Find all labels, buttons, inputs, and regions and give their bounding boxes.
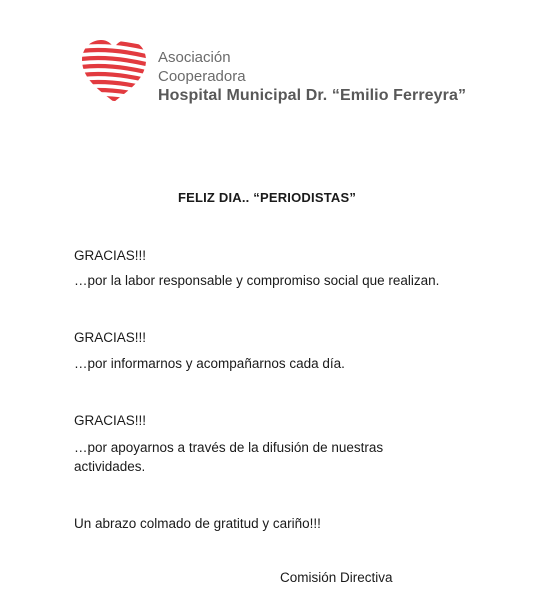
organization-name: [158, 48, 466, 105]
org-line-2: Cooperadora: [158, 68, 246, 85]
org-line-1: Asociación: [158, 49, 231, 66]
signature: Comisión Directiva: [280, 570, 393, 585]
org-line-3: Hospital Municipal Dr. “Emilio Ferreyra”: [158, 87, 467, 104]
thanks-heading-2: GRACIAS!!!: [74, 330, 147, 345]
thanks-text-1: …por la labor responsable y compromiso social que realizan.: [74, 273, 440, 288]
letter-title: FELIZ DIA.. “PERIODISTAS”: [177, 190, 357, 205]
thanks-text-2: …por informarnos y acompañarnos cada día.: [74, 356, 345, 371]
closing-text: Un abrazo colmado de gratitud y cariño!!!: [74, 516, 321, 531]
thanks-heading-3: GRACIAS!!!: [74, 413, 147, 428]
letterhead: [78, 36, 518, 116]
thanks-text-3-line-1: …por apoyarnos a través de la difusión de nuestras: [74, 440, 384, 455]
thanks-text-3-line-2: actividades.: [74, 459, 146, 474]
thanks-heading-1: GRACIAS!!!: [74, 248, 147, 263]
heart-ribbon-logo-icon: [78, 36, 150, 108]
